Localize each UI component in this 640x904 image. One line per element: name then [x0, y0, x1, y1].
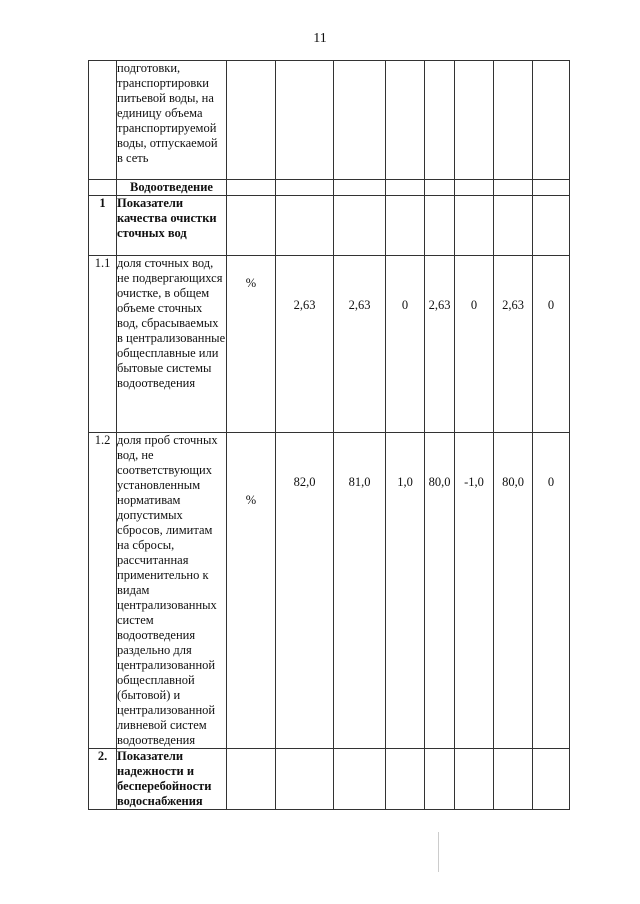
unit-label: % — [245, 493, 257, 507]
indicator-name: доля проб сточных вод, не соответствующих установленным нормативам допустимых сбросов, лимитам на сбросы, рассчитанная применительно к видам централизованных систем водоотведения раздельно для централизованной общесплавной (бытовой) и централизованной ливневой систем водоотведения — [117, 433, 227, 749]
section-title: Водоотведение — [117, 180, 227, 196]
unit-cell — [227, 749, 276, 810]
value-cell — [455, 180, 494, 196]
value-cell — [334, 433, 386, 749]
value-text: 2,63 — [293, 298, 316, 312]
table-row — [89, 196, 570, 256]
unit-cell — [227, 196, 276, 256]
value-cell — [455, 433, 494, 749]
row-number — [89, 180, 117, 196]
value-text: 80,0 — [502, 475, 524, 489]
value-cell — [494, 256, 533, 433]
value-cell — [425, 256, 455, 433]
value-cell — [386, 433, 425, 749]
value-cell — [334, 256, 386, 433]
value-text: 0 — [547, 475, 555, 489]
value-text: 1,0 — [397, 475, 413, 489]
row-number: 1.2 — [89, 433, 117, 749]
row-number — [89, 61, 117, 180]
value-cell — [425, 196, 455, 256]
value-cell — [425, 61, 455, 180]
table-row — [89, 749, 570, 810]
table-row — [89, 433, 570, 749]
section-header-row — [89, 180, 570, 196]
indicators-table — [88, 60, 570, 810]
value-cell — [276, 433, 334, 749]
value-cell — [494, 749, 533, 810]
value-cell — [494, 196, 533, 256]
value-cell — [533, 61, 570, 180]
value-cell — [386, 180, 425, 196]
value-cell — [425, 433, 455, 749]
value-cell — [533, 256, 570, 433]
value-cell — [334, 749, 386, 810]
value-cell — [533, 749, 570, 810]
value-cell — [276, 256, 334, 433]
value-text: 0 — [401, 298, 409, 312]
value-cell — [455, 749, 494, 810]
indicator-name: доля сточных вод, не подвергающихся очистке, в общем объеме сточных вод, сбрасываемых в централизованные общесплавные или бытовые системы водоотведения — [117, 256, 227, 433]
row-number: 2. — [89, 749, 117, 810]
value-text: 82,0 — [293, 475, 316, 489]
value-cell — [494, 180, 533, 196]
unit-cell — [227, 61, 276, 180]
value-cell — [533, 196, 570, 256]
value-cell — [386, 256, 425, 433]
unit-cell — [227, 433, 276, 749]
value-cell — [455, 256, 494, 433]
value-cell — [494, 61, 533, 180]
value-cell — [334, 61, 386, 180]
value-cell — [386, 196, 425, 256]
table-row — [89, 256, 570, 433]
value-cell — [425, 749, 455, 810]
value-cell — [334, 196, 386, 256]
indicator-heading: Показатели надежности и бесперебойности водоснабжения — [117, 749, 227, 810]
value-text: 2,63 — [348, 298, 371, 312]
value-cell — [425, 180, 455, 196]
value-cell — [455, 61, 494, 180]
value-text: 2,63 — [502, 298, 524, 312]
indicator-name: подготовки, транспортировки питьевой воды, на единицу объема транспортируемой воды, отпускаемой в сеть — [117, 61, 227, 180]
unit-label: % — [245, 276, 257, 290]
row-number: 1.1 — [89, 256, 117, 433]
value-cell — [455, 196, 494, 256]
value-cell — [386, 749, 425, 810]
value-cell — [276, 180, 334, 196]
value-text: -1,0 — [464, 475, 484, 489]
value-text: 80,0 — [428, 475, 451, 489]
value-text: 0 — [547, 298, 555, 312]
value-cell — [276, 749, 334, 810]
scan-artifact — [438, 832, 439, 872]
value-text: 2,63 — [428, 298, 451, 312]
value-cell — [494, 433, 533, 749]
value-cell — [533, 433, 570, 749]
value-cell — [276, 61, 334, 180]
value-cell — [334, 180, 386, 196]
value-text: 0 — [470, 298, 478, 312]
value-text: 81,0 — [348, 475, 371, 489]
indicator-heading: Показатели качества очистки сточных вод — [117, 196, 227, 256]
unit-cell — [227, 180, 276, 196]
value-cell — [386, 61, 425, 180]
value-cell — [276, 196, 334, 256]
row-number: 1 — [89, 196, 117, 256]
table-row — [89, 61, 570, 180]
value-cell — [533, 180, 570, 196]
page-number: 11 — [313, 31, 327, 46]
unit-cell — [227, 256, 276, 433]
